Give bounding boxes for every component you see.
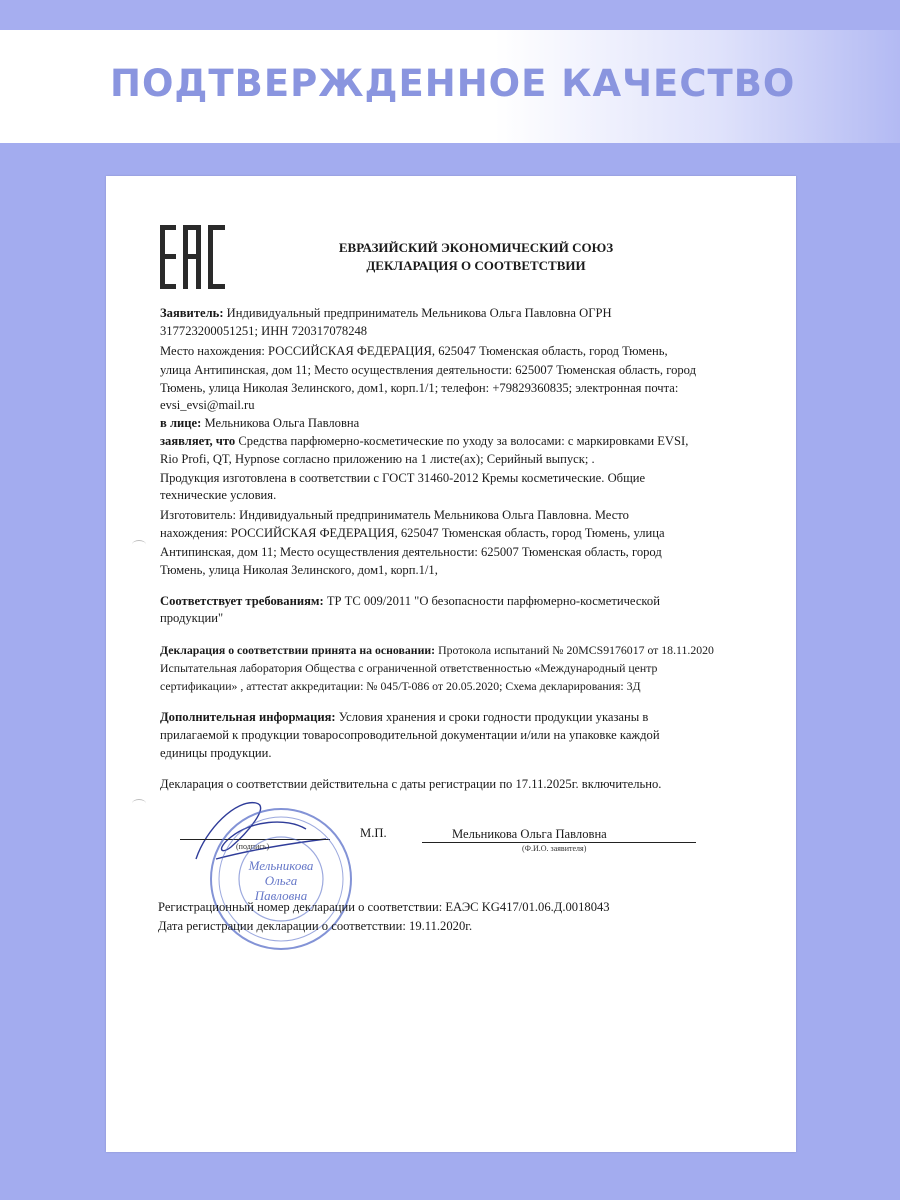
applicant-line-5: Тюмень, улица Николая Зелинского, дом1, корп.1/1; телефон: +79829360835; электронная почта: [160, 381, 679, 395]
manufacturer-line-1: Изготовитель: Индивидуальный предприниматель Мельникова Ольга Павловна. Место [160, 508, 629, 522]
person-value: Мельникова Ольга Павловна [204, 416, 360, 430]
header-union: ЕВРАЗИЙСКИЙ ЭКОНОМИЧЕСКИЙ СОЮЗ [338, 240, 614, 255]
declares-line-2: Rio Profi, QT, Hypnose согласно приложению на 1 листе(ах); Серийный выпуск; . [160, 452, 595, 466]
applicant-line-4: улица Антипинская, дом 11; Место осуществления деятельности: 625007 Тюменская область, город [160, 363, 697, 377]
additional-label: Дополнительная информация: [160, 710, 336, 724]
declares-label: заявляет, что [160, 434, 236, 448]
requirements-line-1 [160, 592, 660, 611]
signer-line [422, 842, 696, 843]
manufacturer-line-2: нахождения: РОССИЙСКАЯ ФЕДЕРАЦИЯ, 625047 Тюменская область, город Тюмень, улица [160, 526, 665, 540]
mp-label: М.П. [360, 826, 387, 840]
stamp-line-2: Ольга [264, 873, 298, 888]
declares-text-1: Средства парфюмерно-косметические по уходу за волосами: с маркировками EVSI, [238, 434, 689, 448]
punch-mark [132, 799, 146, 808]
person-label: в лице: [160, 416, 202, 430]
declares-line-4: технические условия. [160, 488, 277, 502]
applicant-line-1 [160, 304, 612, 323]
registration-date: Дата регистрации декларации о соответствии: 19.11.2020г. [158, 919, 473, 933]
applicant-label: Заявитель: [160, 306, 224, 320]
applicant-text-1: Индивидуальный предприниматель Мельникова Ольга Павловна ОГРН [226, 306, 612, 320]
requirements-line-2: продукции" [160, 611, 224, 625]
basis-line-2: Испытательная лаборатория Общества с ограниченной ответственностью «Международный центр [160, 661, 658, 675]
additional-line-1 [160, 708, 648, 727]
person-line [160, 414, 359, 433]
signer-caption: (Ф.И.О. заявителя) [522, 844, 587, 853]
punch-mark [132, 540, 146, 549]
stamp-line-3: Павловна [254, 888, 308, 903]
validity-line: Декларация о соответствии действительна с даты регистрации по 17.11.2025г. включительно. [160, 777, 662, 791]
banner-title: ПОДТВЕРЖДЕННОЕ КАЧЕСТВО [110, 62, 796, 105]
declaration-document [106, 176, 796, 1152]
declares-line-1 [160, 432, 688, 451]
additional-text-1: Условия хранения и сроки годности продукции указаны в [338, 710, 649, 724]
declares-line-3: Продукция изготовлена в соответствии с ГОСТ 31460-2012 Кремы косметические. Общие [160, 471, 646, 485]
manufacturer-line-3: Антипинская, дом 11; Место осуществления деятельности: 625007 Тюменская область, город [160, 545, 662, 559]
additional-line-3: единицы продукции. [160, 746, 272, 760]
applicant-line-2: 317723200051251; ИНН 720317078248 [160, 324, 368, 338]
applicant-line-6: evsi_evsi@mail.ru [160, 398, 255, 412]
registration-number: Регистрационный номер декларации о соответствии: ЕАЭС KG417/01.06.Д.0018043 [158, 900, 610, 914]
basis-text-1: Протокола испытаний № 20MCS9176017 от 18.11.2020 [438, 643, 714, 657]
basis-line-1 [160, 641, 714, 660]
applicant-line-3: Место нахождения: РОССИЙСКАЯ ФЕДЕРАЦИЯ, 625047 Тюменская область, город Тюмень, [160, 344, 668, 358]
signature-caption: (подпись) [236, 842, 270, 851]
requirements-text-1: ТР ТС 009/2011 "О безопасности парфюмерно-косметической [326, 594, 660, 608]
additional-line-2: прилагаемой к продукции товаросопроводительной документации и/или на упаковке каждой [160, 728, 660, 742]
header-declaration: ДЕКЛАРАЦИЯ О СООТВЕТСТВИИ [366, 258, 586, 273]
requirements-label: Соответствует требованиям: [160, 594, 324, 608]
manufacturer-line-4: Тюмень, улица Николая Зелинского, дом1, корп.1/1, [160, 563, 438, 577]
signer-name: Мельникова Ольга Павловна [452, 827, 607, 841]
basis-line-3: сертификации» , аттестат аккредитации: № 045/T-086 от 20.05.2020; Схема декларирования: 3Д [160, 679, 641, 693]
stamp-line-1: Мельникова [248, 858, 314, 873]
basis-label: Декларация о соответствии принята на основании: [160, 643, 436, 657]
eac-logo-icon [158, 225, 228, 289]
top-band [0, 0, 900, 30]
